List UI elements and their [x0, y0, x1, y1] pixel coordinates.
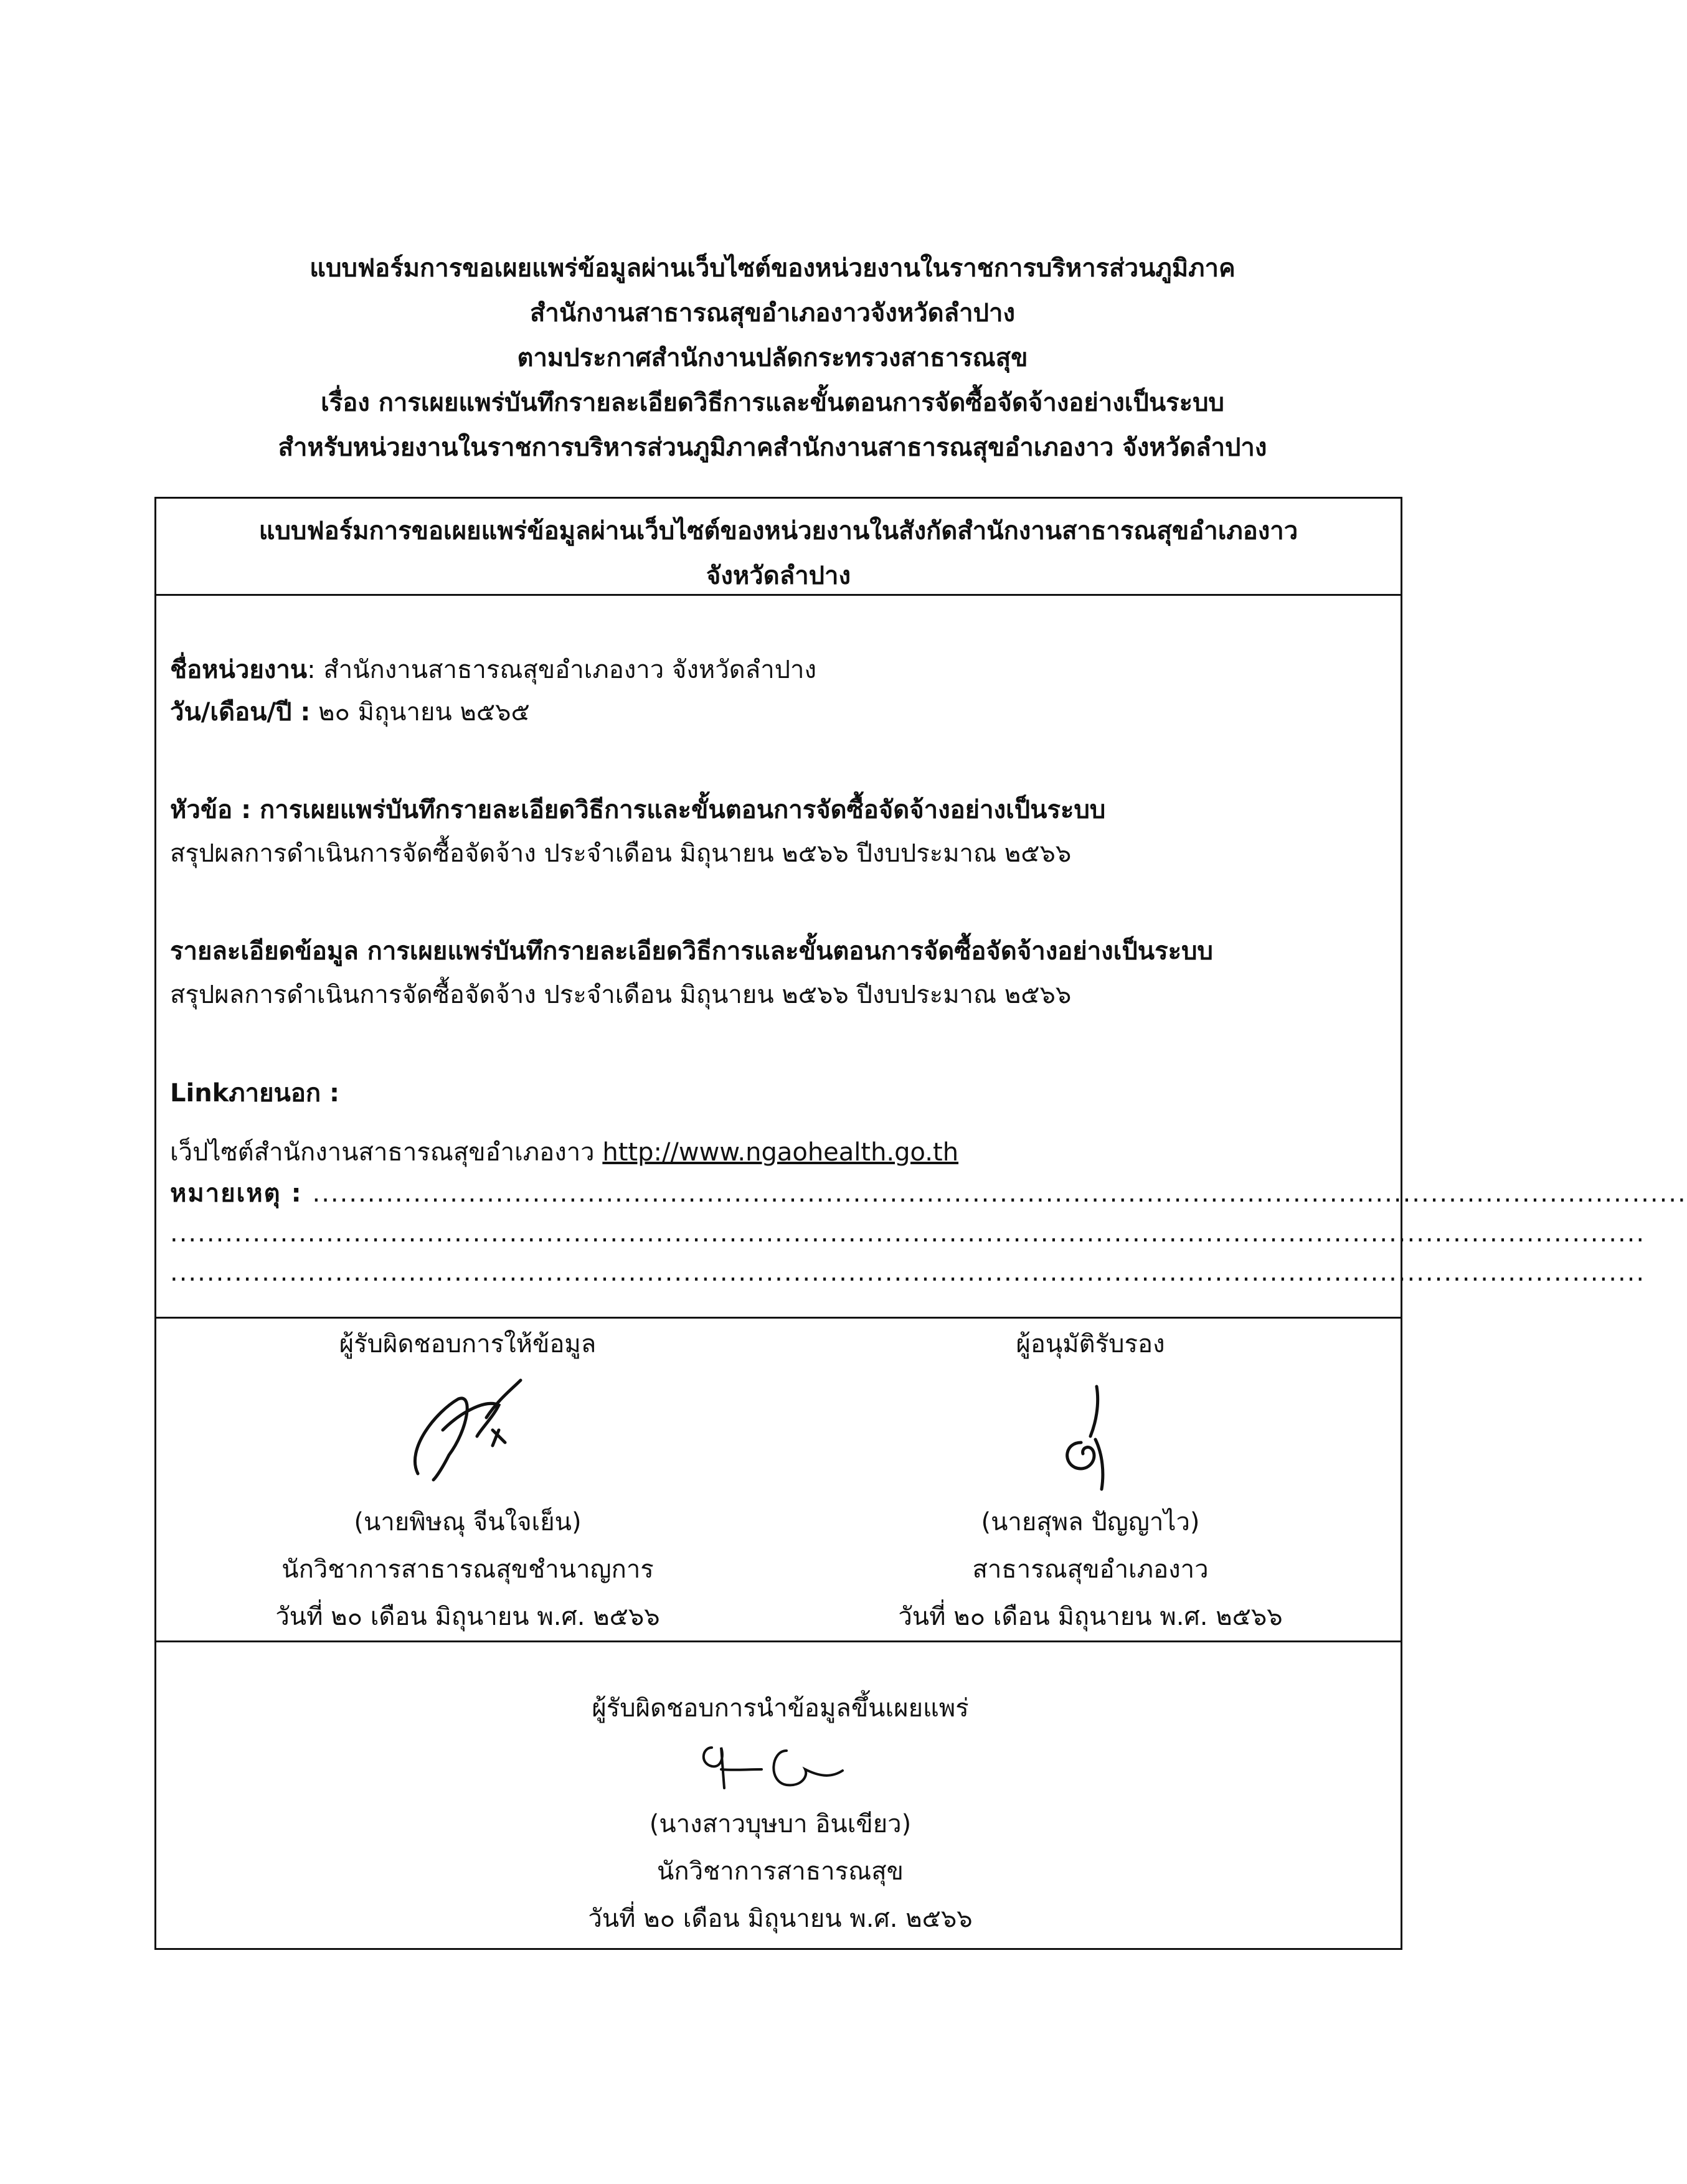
agency-label: ชื่อหน่วยงาน	[170, 656, 308, 684]
website-text: เว็ปไซต์สำนักงานสาธารณสุขอำเภองาว	[170, 1138, 603, 1167]
topic-label: หัวข้อ : การเผยแพร่บันทึกรายละเอียดวิธีการและขั้นตอนการจัดซื้อจัดจ้างอย่างเป็นระบบ	[170, 796, 1106, 824]
informer-signature	[399, 1374, 536, 1492]
informer-role: ผู้รับผิดชอบการให้ข้อมูล	[339, 1330, 597, 1358]
date-value: ๒๐ มิถุนายน ๒๕๖๕	[310, 698, 530, 727]
signature-divider	[156, 1640, 1401, 1642]
signature-block-informer	[156, 1320, 779, 1640]
topic-detail: สรุปผลการดำเนินการจัดซื้อจัดจ้าง ประจำเดือน มิถุนายน ๒๕๖๖ ปีงบประมาณ ๒๕๖๖	[170, 839, 1072, 868]
page-header	[0, 246, 1545, 470]
header-line-4: เรื่อง การเผยแพร่บันทึกรายละเอียดวิธีการและขั้นตอนการจัดซื้อจัดจ้างอย่างเป็นระบบ	[321, 388, 1224, 417]
publisher-role: ผู้รับผิดชอบการนำข้อมูลขึ้นเผยแพร่	[592, 1694, 969, 1723]
approver-name: (นายสุพล ปัญญาไว)	[981, 1508, 1200, 1537]
header-line-1: แบบฟอร์มการขอเผยแพร่ข้อมูลผ่านเว็บไซต์ของหน่วยงานในราชการบริหารส่วนภูมิภาค	[310, 254, 1236, 283]
date-row	[170, 694, 530, 731]
detail-label: รายละเอียดข้อมูล การเผยแพร่บันทึกรายละเอียดวิธีการและขั้นตอนการจัดซื้อจัดจ้างอย่างเป็นระบบ	[170, 937, 1213, 966]
title-divider	[156, 594, 1401, 596]
signature-block-publisher	[469, 1685, 1092, 1942]
website-link[interactable]: http://www.ngaohealth.go.th	[602, 1138, 959, 1167]
publisher-date: วันที่ ๒๐ เดือน มิถุนายน พ.ศ. ๒๕๖๖	[588, 1904, 973, 1933]
informer-date: วันที่ ๒๐ เดือน มิถุนายน พ.ศ. ๒๕๖๖	[275, 1603, 660, 1631]
agency-row	[170, 651, 816, 689]
website-row	[170, 1134, 958, 1171]
remark-dots-1: ......................................................................................................................................................	[312, 1179, 1687, 1208]
date-label: วัน/เดือน/ปี :	[170, 698, 311, 727]
detail-text: สรุปผลการดำเนินการจัดซื้อจัดจ้าง ประจำเดือน มิถุนายน ๒๕๖๖ ปีงบประมาณ ๒๕๖๖	[170, 981, 1072, 1009]
publisher-name: (นางสาวบุษบา อินเขียว)	[649, 1810, 912, 1838]
form-box	[154, 497, 1687, 1950]
header-line-2: สำนักงานสาธารณสุขอำเภองาวจังหวัดลำปาง	[529, 299, 1015, 327]
form-title	[156, 509, 1401, 598]
informer-name: (นายพิษณุ จีนใจเย็น)	[354, 1508, 582, 1537]
form-title-line-1: แบบฟอร์มการขอเผยแพร่ข้อมูลผ่านเว็บไซต์ของหน่วยงานในสังกัดสำนักงานสาธารณสุขอำเภองาว	[258, 517, 1298, 545]
remark-label: หมายเหตุ :	[170, 1179, 313, 1208]
header-line-5: สำหรับหน่วยงานในราชการบริหารส่วนภูมิภาคสำนักงานสาธารณสุขอำเภองาว จังหวัดลำปาง	[278, 433, 1267, 462]
link-label: Linkภายนอก :	[170, 1079, 340, 1108]
approver-position: สาธารณสุขอำเภองาว	[972, 1555, 1209, 1584]
approver-role: ผู้อนุมัติรับรอง	[1016, 1330, 1165, 1358]
signature-block-approver	[779, 1320, 1402, 1640]
agency-value: : สำนักงานสาธารณสุขอำเภองาว จังหวัดลำปาง	[307, 656, 817, 684]
publisher-signature	[687, 1732, 874, 1800]
remark-divider	[156, 1317, 1401, 1319]
remark-dots-2: .................................................................................................................................................................	[170, 1219, 1646, 1248]
publisher-position: นักวิชาการสาธารณสุข	[657, 1857, 904, 1886]
approver-date: วันที่ ๒๐ เดือน มิถุนายน พ.ศ. ๒๕๖๖	[898, 1603, 1283, 1631]
remark-row	[170, 1175, 1687, 1212]
informer-position: นักวิชาการสาธารณสุขชำนาญการ	[281, 1555, 654, 1584]
approver-signature	[1022, 1374, 1159, 1492]
remark-dots-3: .................................................................................................................................................................	[170, 1258, 1646, 1287]
header-line-3: ตามประกาศสำนักงานปลัดกระทรวงสาธารณสุข	[517, 344, 1028, 372]
form-title-line-2: จังหวัดลำปาง	[706, 562, 851, 590]
